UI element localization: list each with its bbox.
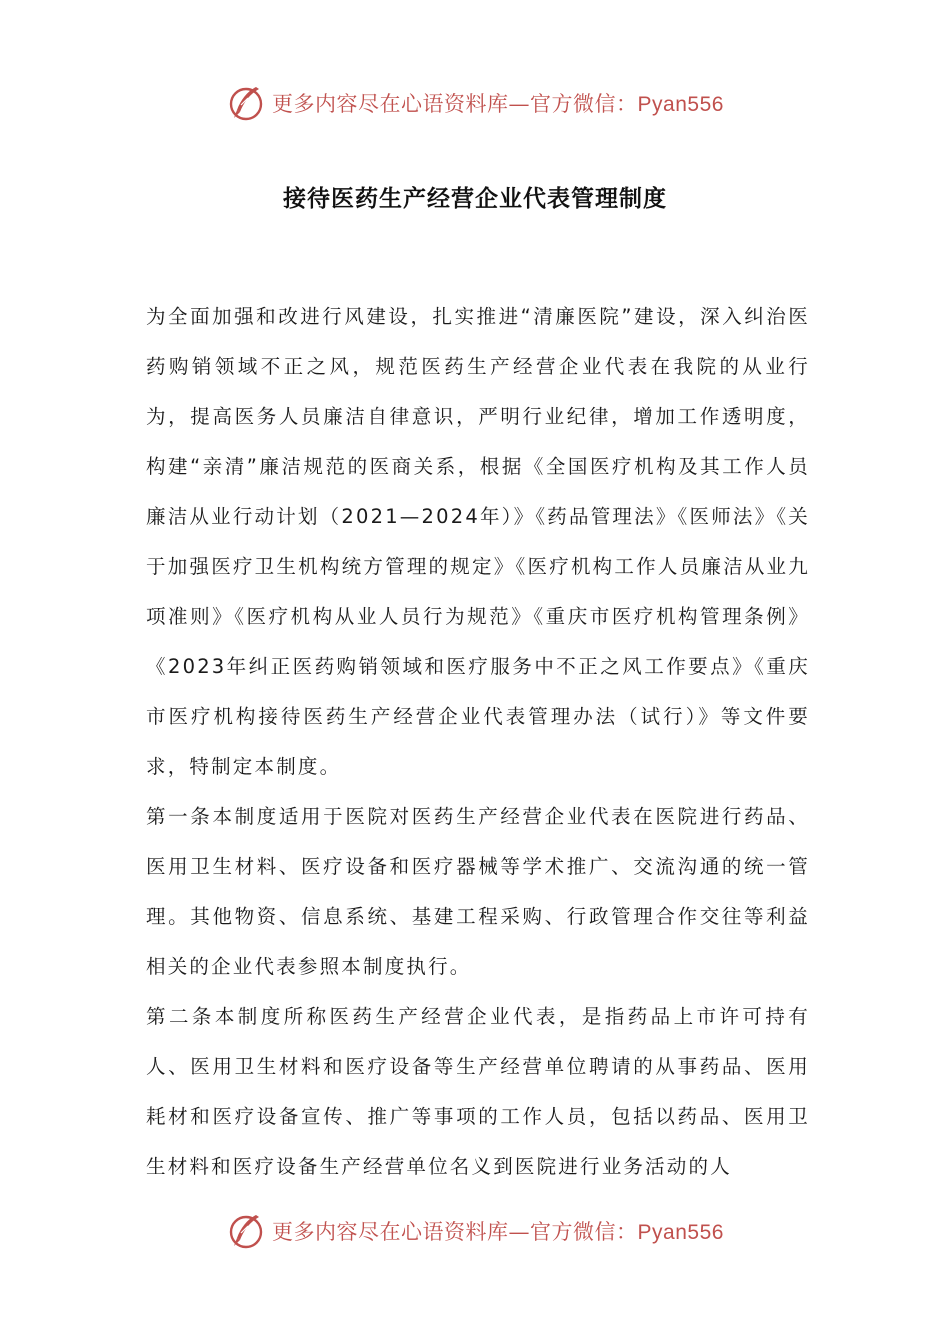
document-title: 接待医药生产经营企业代表管理制度 bbox=[283, 186, 667, 212]
paragraph-article-2: 第二条本制度所称医药生产经营企业代表，是指药品上市许可持有人、医用卫生材料和医疗设备等生产经营单位聘请的从事药品、医用耗材和医疗设备宣传、推广等事项的工作人员，包括以药品、医用卫生材料和医疗设备生产经营单位名义到医院进行业务活动的人 bbox=[146, 1005, 810, 1178]
header-banner bbox=[0, 81, 950, 125]
banner-text: 更多内容尽在心语资料库—官方微信：Pyan556 bbox=[272, 92, 724, 116]
banner-text: 更多内容尽在心语资料库—官方微信：Pyan556 bbox=[272, 1220, 724, 1244]
quill-logo-icon bbox=[226, 83, 266, 123]
wechat-id: Pyan556 bbox=[637, 1221, 724, 1244]
paragraph-article-1: 第一条本制度适用于医院对医药生产经营企业代表在医院进行药品、医用卫生材料、医疗设备和医疗器械等学术推广、交流沟通的统一管理。其他物资、信息系统、基建工程采购、行政管理合作交往等利益相关的企业代表参照本制度执行。 bbox=[146, 805, 810, 978]
quill-logo-icon bbox=[226, 1211, 266, 1251]
wechat-id: Pyan556 bbox=[637, 93, 724, 116]
paragraph-intro: 为全面加强和改进行风建设，扎实推进“清廉医院”建设，深入纠治医药购销领域不正之风，规范医药生产经营企业代表在我院的从业行为，提高医务人员廉洁自律意识，严明行业纪律，增加工作透明度，构建“亲清”廉洁规范的医商关系，根据《全国医疗机构及其工作人员廉洁从业行动计划（2021—2024年）》《药品管理法》《医师法》《关于加强医疗卫生机构统方管理的规定》《医疗机构工作人员廉洁从业九项准则》《医疗机构从业人员行为规范》《重庆市医疗机构管理条例》《2023年纠正医药购销领域和医疗服务中不正之风工作要点》《重庆市医疗机构接待医药生产经营企业代表管理办法（试行）》等文件要求，特制定本制度。 bbox=[146, 305, 810, 778]
document-body bbox=[146, 292, 810, 1192]
footer-banner bbox=[0, 1209, 950, 1253]
